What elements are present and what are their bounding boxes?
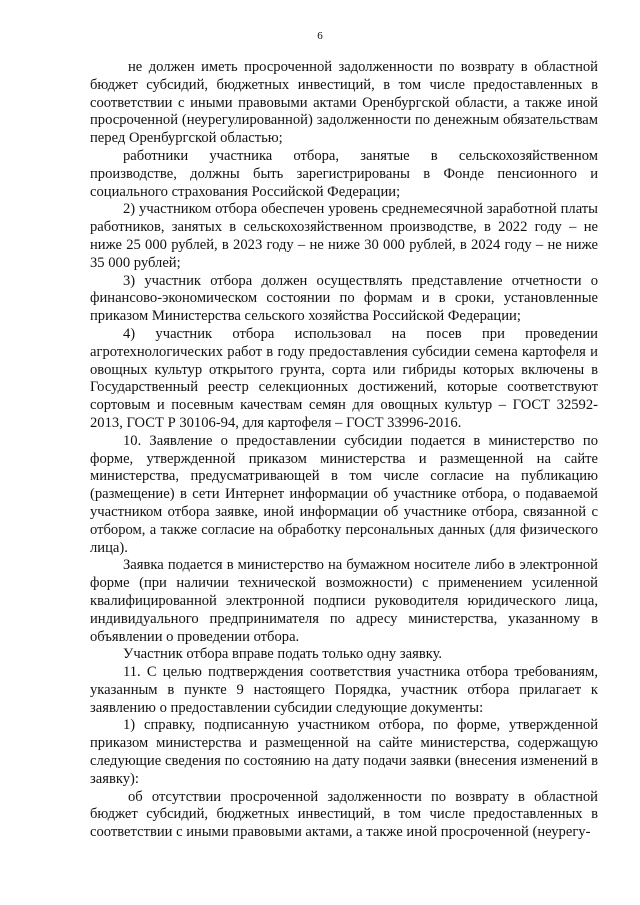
paragraph: 10. Заявление о предоставлении субсидии подается в министерство по форме, утвержденной приказом министерства и размещенной на сайте министерства, предусматривающей в том числе согласие на публикацию (размещение) в сети Интернет информации об участнике отбора, о подаваемой участником отбора заявке, иной информации об участнике отбора, связанной с отбором, а также согласие на обработку персональных данных (для физического лица). xyxy=(90,432,598,556)
paragraph: 2) участником отбора обеспечен уровень среднемесячной заработной платы работников, занятых в сельскохозяйственном производстве, в 2022 году – не ниже 25 000 рублей, в 2023 году – не ниже 30 000 рублей, в 2024 году – не ниже 35 000 рублей; xyxy=(90,201,598,271)
paragraph: 3) участник отбора должен осуществлять представление отчетности о финансово-экономическом состоянии по формам и в сроки, установленные приказом Министерства сельского хозяйства Российской Федерации; xyxy=(90,272,598,325)
paragraph: не должен иметь просроченной задолженности по возврату в областной бюджет субсидий, бюджетных инвестиций, в том числе предоставленных в соответствии с иными правовыми актами Оренбургской области, а также иной просроченной (неурегулированной) задолженности по денежным обязательствам перед Оренбургской областью; xyxy=(90,59,598,147)
document-body xyxy=(90,59,598,842)
paragraph: 11. С целью подтверждения соответствия участника отбора требованиям, указанным в пункте 9 настоящего Порядка, участник отбора прилагает к заявлению о предоставлении субсидии следующие документы: xyxy=(90,664,598,716)
paragraph: работники участника отбора, занятые в сельскохозяйственном производстве, должны быть зарегистрированы в Фонде пенсионного и социального страхования Российской Федерации; xyxy=(90,147,598,200)
page-number: 6 xyxy=(317,30,323,42)
paragraph: Заявка подается в министерство на бумажном носителе либо в электронной форме (при наличии технической возможности) с применением усиленной квалифицированной электронной подписи руководителя юридического лица, индивидуального предпринимателя по адресу министерства, указанному в объявлении о проведении отбора. xyxy=(90,557,598,645)
paragraph: 4) участник отбора использовал на посев при проведении агротехнологических работ в году предоставления субсидии семена картофеля и овощных культур открытого грунта, сорта или гибриды которых включены в Государственный реестр селекционных достижений, которые соответствуют сортовым и посевным качествам семян для овощных культур – ГОСТ 32592-2013, ГОСТ Р 30106-94, для картофеля – ГОСТ 33996-2016. xyxy=(90,325,598,431)
paragraph: об отсутствии просроченной задолженности по возврату в областной бюджет субсидий, бюджетных инвестиций, в том числе предоставленных в соответствии с иными правовыми актами, а также иной просроченной (неурегу- xyxy=(90,788,598,841)
paragraph: Участник отбора вправе подать только одну заявку. xyxy=(123,646,443,663)
paragraph: 1) справку, подписанную участником отбора, по форме, утвержденной приказом министерства и размещенной на сайте министерства, содержащую следующие сведения по состоянию на дату подачи заявки (внесения изменений в заявку): xyxy=(90,717,598,787)
